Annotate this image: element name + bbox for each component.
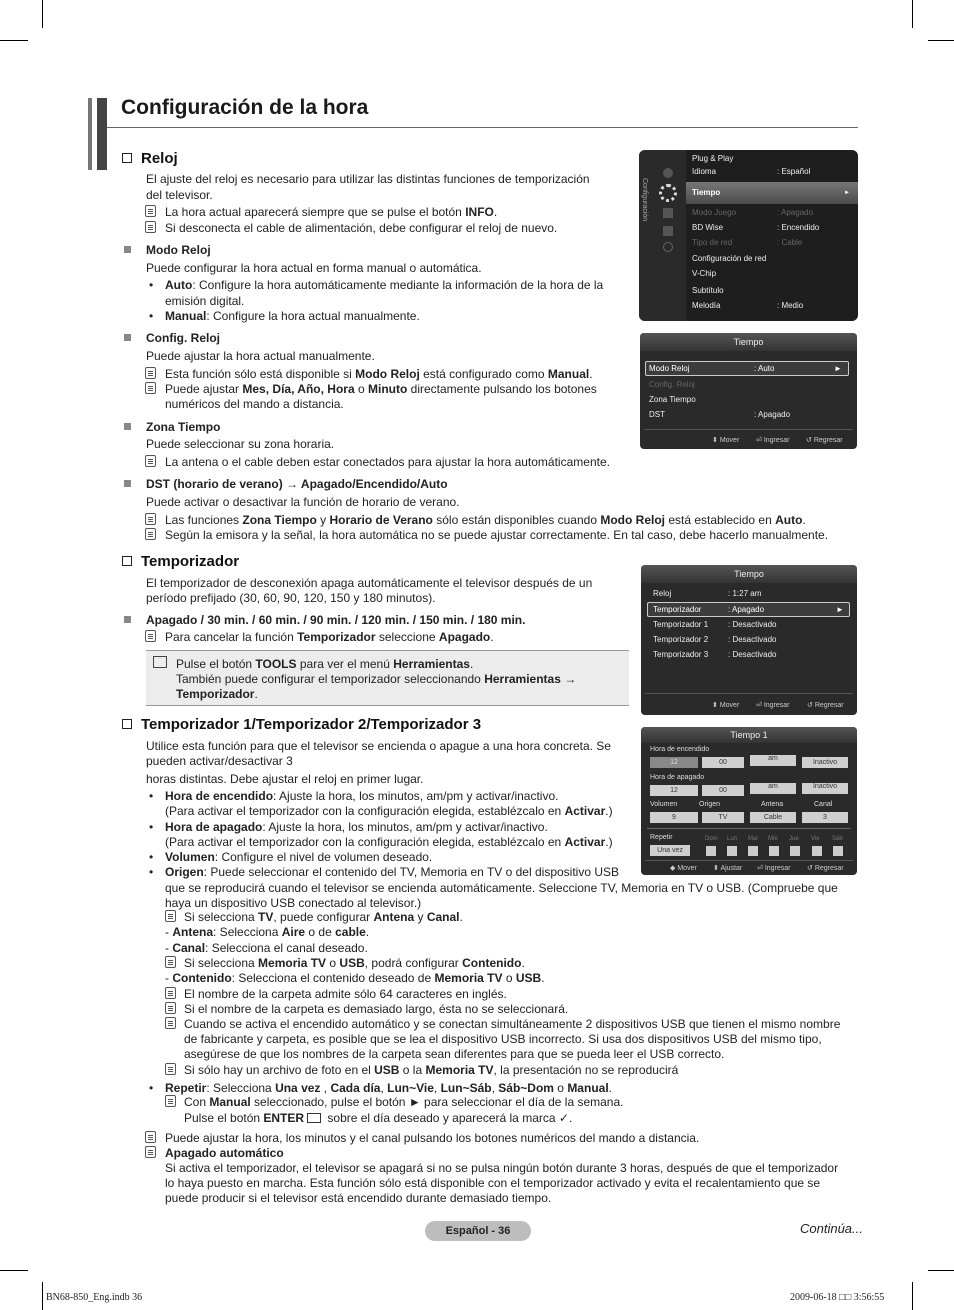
note-icon: [145, 205, 156, 217]
crop-mark: [0, 1270, 28, 1271]
label-repetir: Repetir: [650, 834, 673, 841]
print-info-right: 2009-06-18 □□ 3:56:55: [790, 1292, 885, 1303]
section-heading-reloj: Reloj: [122, 150, 178, 168]
bullet-icon: •: [149, 820, 154, 834]
menu-item-subtitulo[interactable]: Subtítulo: [692, 286, 724, 295]
note-icon: [165, 1095, 176, 1107]
enter-hint: ⏎ Ingresar: [756, 437, 790, 444]
menu-item-v-chip[interactable]: V-Chip: [692, 269, 717, 278]
move-hint: ⬍ Mover: [712, 437, 740, 444]
note-text: Puede ajustar Mes, Día, Año, Hora o Minuto directamente pulsando los botones: [165, 382, 597, 396]
off-minute-field[interactable]: 00: [702, 785, 744, 796]
note-icon: [145, 382, 156, 394]
page-number-badge: Español - 36: [425, 1221, 531, 1241]
tools-text: Temporizador.: [176, 687, 258, 701]
checkbox-bullet-icon: [122, 719, 132, 729]
bullet-icon: •: [149, 309, 154, 323]
note-text-cont: Pulse el botón ENTER sobre el día deseado y aparecerá la marca ✓.: [184, 1111, 573, 1125]
note-icon: [145, 1146, 156, 1158]
menu-item-idioma[interactable]: Idioma: [692, 167, 717, 176]
tools-text: También puede configurar el temporizador seleccionando Herramientas →: [176, 672, 577, 686]
day-checkbox[interactable]: [748, 846, 758, 856]
note-heading: Apagado automático: [165, 1146, 284, 1160]
checkmark-icon: ✓: [558, 1111, 569, 1125]
enter-icon: ⏎: [756, 702, 762, 709]
note-text: Según la emisora y la señal, la hora automática no se puede ajustar correctamente. En tal caso, debe hacerlo manualmente.: [165, 528, 829, 542]
tv-menu-tiempo-temporizador: [641, 565, 857, 715]
note-text: El nombre de la carpeta admite sólo 64 caracteres en inglés.: [184, 987, 507, 1001]
note-text-cont: de fabricante y carpeta, es posible que se lea el dispositivo USB incorrecto. Si usa dos dispositivos USB del mismo tipo,: [184, 1032, 822, 1046]
footer-divider: [645, 860, 853, 861]
page-title: Configuración de la hora: [121, 96, 369, 119]
menu-support-icon: [663, 242, 673, 252]
day-label: Mar: [748, 836, 759, 842]
tv-menu-tiempo-1: [641, 727, 857, 875]
enter-icon: [307, 1113, 321, 1123]
subheading-dst: DST (horario de verano) → Apagado/Encendido/Auto: [146, 477, 448, 491]
print-info-left: BN68-850_Eng.indb 36: [46, 1292, 143, 1303]
menu-item-plug-play[interactable]: Plug & Play: [692, 154, 734, 163]
menu-value: : Auto: [754, 364, 775, 373]
note-text: Si selecciona TV, puede configurar Antena y Canal.: [184, 910, 463, 924]
section-heading-temporizador: Temporizador: [122, 553, 239, 571]
menu-item-modo-juego[interactable]: Modo Juego: [692, 208, 737, 217]
chevron-right-icon: ►: [844, 190, 850, 196]
menu-value: : 1:27 am: [728, 589, 762, 598]
note-text-cont: Si activa el temporizador, el televisor se apagará si no se pulsa ningún botón durante 3 horas, después de que el temporizador: [165, 1161, 839, 1175]
note-text: Puede ajustar la hora, los minutos y el canal pulsando los botones numéricos del mando a distancia.: [165, 1131, 700, 1145]
side-label: Configuración: [641, 178, 648, 222]
menu-item-reloj[interactable]: Reloj: [653, 589, 672, 598]
enter-hint: ⏎ Ingresar: [756, 702, 790, 709]
menu-input-icon: [663, 208, 673, 218]
menu-value: : Apagado: [754, 410, 791, 419]
note-text: Para cancelar la función Temporizador seleccione Apagado.: [165, 630, 494, 644]
crop-mark: [928, 1270, 954, 1271]
label-origen: Origen: [699, 801, 721, 808]
menu-value: : Encendido: [777, 223, 820, 232]
day-checkbox[interactable]: [706, 846, 716, 856]
list-item: Volumen: Configure el nivel de volumen deseado.: [165, 850, 433, 864]
day-checkbox[interactable]: [790, 846, 800, 856]
tv-menu-tiempo: [640, 333, 857, 449]
menu-value: : Desactivado: [728, 635, 777, 644]
return-hint: ↺ Regresar: [807, 865, 844, 872]
menu-value: : Español: [777, 167, 811, 176]
updown-icon: ⬍: [712, 437, 718, 444]
subheading-options: Apagado / 30 min. / 60 min. / 90 min. / 120 min. / 150 min. / 180 min.: [146, 613, 526, 627]
label-canal: Canal: [814, 801, 833, 808]
return-icon: ↺: [807, 865, 813, 872]
return-hint: ↺ Regresar: [807, 702, 844, 709]
note-text-cont: numéricos del mando a distancia.: [165, 397, 344, 411]
menu-value: : Medio: [777, 301, 804, 310]
list-item: Auto: Configure la hora automáticamente mediante la información de la hora de la: [165, 278, 604, 292]
note-icon: [165, 910, 176, 922]
subheading-zona-tiempo: Zona Tiempo: [146, 420, 221, 434]
menu-value: : Cable: [777, 238, 803, 247]
panel-title: Tiempo: [641, 565, 857, 583]
crop-mark: [928, 40, 954, 41]
title-accent-bar: [88, 98, 92, 170]
square-bullet-icon: [124, 423, 131, 430]
move-hint: ⬍ Mover: [712, 702, 740, 709]
arrow-right-icon: ►: [836, 605, 844, 614]
note-icon: [145, 630, 156, 642]
source-field[interactable]: TV: [702, 812, 744, 823]
menu-item-modo-reloj[interactable]: Modo Reloj: [649, 364, 690, 373]
section-heading-temporizador-123: Temporizador 1/Temporizador 2/Temporizador 3: [122, 716, 481, 734]
note-icon: [165, 956, 176, 968]
return-icon: ↺: [806, 437, 812, 444]
label-antena: Antena: [761, 801, 784, 808]
note-icon: [165, 1002, 176, 1014]
panel-title: Tiempo: [640, 333, 857, 351]
continue-text: Continúa...: [800, 1221, 863, 1236]
paragraph: Utilice esta función para que el televisor se encienda o apague a una hora concreta. Se: [146, 739, 611, 753]
paragraph: pueden activar/desactivar 3: [146, 754, 293, 768]
on-status-field[interactable]: Inactivo: [802, 757, 848, 768]
on-hour-field[interactable]: 12: [650, 757, 698, 768]
return-hint: ↺ Regresar: [806, 437, 843, 444]
note-icon: [165, 987, 176, 999]
crop-mark: [42, 0, 43, 28]
list-item-cont: (Para activar el temporizador con la configuración elegida, establézcalo en Activar.): [165, 804, 613, 818]
note-text: Si desconecta el cable de alimentación, debe configurar el reloj de nuevo.: [165, 221, 558, 235]
note-text: La hora actual aparecerá siempre que se pulse el botón INFO.: [165, 205, 498, 219]
arrow-right-icon: ►: [834, 364, 842, 373]
paragraph: horas distintas. Debe ajustar el reloj en primer lugar.: [146, 772, 424, 786]
menu-item-tiempo[interactable]: Tiempo: [692, 188, 721, 197]
note-text: Con Manual seleccionado, pulse el botón ► para seleccionar el día de la semana.: [184, 1095, 624, 1109]
updown-icon: ⬍: [713, 865, 719, 872]
paragraph: del televisor.: [146, 188, 213, 202]
tools-text: Pulse el botón TOOLS para ver el menú Herramientas.: [176, 657, 474, 671]
panel-title: Tiempo 1: [641, 727, 857, 743]
menu-item-dst[interactable]: DST: [649, 410, 665, 419]
paragraph: Puede seleccionar su zona horaria.: [146, 437, 335, 451]
antenna-field[interactable]: Cable: [750, 812, 796, 823]
day-label: Jue: [789, 836, 799, 842]
menu-value: : Apagado: [777, 208, 814, 217]
tools-icon: [153, 656, 167, 668]
menu-item-temporizador[interactable]: Temporizador: [653, 605, 702, 614]
note-icon: [145, 513, 156, 525]
bullet-icon: •: [149, 865, 154, 879]
day-label: Lun: [727, 836, 738, 842]
paragraph: Puede configurar la hora actual en forma manual o automática.: [146, 261, 482, 275]
return-icon: ↺: [807, 702, 813, 709]
label-hora-apagado: Hora de apagado: [650, 774, 705, 781]
square-bullet-icon: [124, 480, 131, 487]
label-volumen: Volumen: [650, 801, 678, 808]
day-checkbox[interactable]: [812, 846, 822, 856]
menu-value: : Desactivado: [728, 620, 777, 629]
footer-divider: [645, 693, 853, 694]
enter-hint: ⏎ Ingresar: [757, 865, 791, 872]
off-status-field[interactable]: Inactivo: [802, 783, 848, 794]
menu-item-temporizador-3[interactable]: Temporizador 3: [653, 650, 709, 659]
repeat-field[interactable]: Una vez: [650, 845, 690, 856]
bullet-icon: •: [149, 1081, 154, 1095]
adjust-hint: ⬍ Ajustar: [713, 865, 743, 872]
day-checkbox[interactable]: [727, 846, 737, 856]
day-label: Dom: [705, 836, 718, 842]
day-label: Mie: [768, 836, 778, 842]
enter-icon: ⏎: [757, 865, 763, 872]
bullet-icon: •: [149, 278, 154, 292]
note-icon: [145, 1131, 156, 1143]
day-checkbox[interactable]: [769, 846, 779, 856]
paragraph: El ajuste del reloj es necesario para utilizar las distintas funciones de temporización: [146, 172, 590, 186]
crop-mark: [0, 40, 28, 41]
list-item: Manual: Configure la hora actual manualmente.: [165, 309, 420, 323]
menu-item-config-red[interactable]: Configuración de red: [692, 254, 767, 263]
menu-item-temporizador-2[interactable]: Temporizador 2: [653, 635, 709, 644]
note-icon: [145, 528, 156, 540]
note-text-cont: asegúrese de que los nombres de la carpeta sean diferentes para que se pueda leer el USB correcto.: [184, 1047, 725, 1061]
sub-item: - Canal: Selecciona el canal deseado.: [165, 941, 368, 955]
footer-divider: [644, 429, 853, 430]
menu-item-tipo-red[interactable]: Tipo de red: [692, 238, 733, 247]
off-ampm-field[interactable]: am: [750, 783, 796, 794]
note-text: Si sólo hay un archivo de foto en el USB o la Memoria TV, la presentación no se reproducirá: [184, 1063, 679, 1077]
paragraph: Puede ajustar la hora actual manualmente.: [146, 349, 375, 363]
list-item-cont: haya un dispositivo USB conectado al televisor.): [165, 896, 422, 910]
menu-value: : Desactivado: [728, 650, 777, 659]
list-item-cont: (Para activar el temporizador con la configuración elegida, establézcalo en Activar.): [165, 835, 613, 849]
updown-icon: ⬍: [712, 702, 718, 709]
label-hora-encendido: Hora de encendido: [650, 746, 710, 753]
note-icon: [145, 221, 156, 233]
note-text: La antena o el cable deben estar conectados para ajustar la hora automáticamente.: [165, 455, 610, 469]
bullet-icon: •: [149, 789, 154, 803]
off-hour-field[interactable]: 12: [650, 785, 698, 796]
tv-menu-configuracion: [639, 150, 858, 321]
list-item-cont: emisión digital.: [165, 294, 245, 308]
menu-item-melodia[interactable]: Melodía: [692, 301, 721, 310]
sub-item: - Antena: Selecciona Aire o de cable.: [165, 925, 370, 939]
checkbox-bullet-icon: [122, 556, 132, 566]
note-text: Las funciones Zona Tiempo y Horario de Verano sólo están disponibles cuando Modo Reloj está establecido en Auto.: [165, 513, 806, 527]
list-item: Repetir: Selecciona Una vez , Cada día, Lun~Vie, Lun~Sáb, Sáb~Dom o Manual.: [165, 1081, 612, 1095]
square-bullet-icon: [124, 616, 131, 623]
note-text: Cuando se activa el encendido automático y se conectan simultáneamente 2 dispositivos USB que tienen el mismo nombre: [184, 1017, 841, 1031]
on-minute-field[interactable]: 00: [702, 757, 744, 768]
note-text-cont: lo haya puesto en marcha. Esta función sólo está disponible con el temporizador activado y evita el recalentamiento que se: [165, 1176, 821, 1190]
crop-mark: [42, 1282, 43, 1310]
menu-item-config-reloj[interactable]: Config. Reloj: [649, 380, 695, 389]
arrows-icon: ◆: [670, 865, 676, 872]
subheading-config-reloj: Config. Reloj: [146, 331, 220, 345]
paragraph: El temporizador de desconexión apaga automáticamente el televisor después de un: [146, 576, 593, 590]
subheading-modo-reloj: Modo Reloj: [146, 243, 211, 257]
day-label: Sáb: [832, 836, 843, 842]
menu-picture-icon: [663, 168, 673, 178]
menu-item-bd-wise[interactable]: BD Wise: [692, 223, 724, 232]
square-bullet-icon: [124, 334, 131, 341]
on-ampm-field[interactable]: am: [750, 755, 796, 766]
note-icon: [165, 1063, 176, 1075]
list-item: Origen: Puede seleccionar el contenido del TV, Memoria en TV o del dispositivo USB: [165, 865, 620, 879]
bullet-icon: •: [149, 850, 154, 864]
day-checkbox[interactable]: [833, 846, 843, 856]
note-text-cont: puede producir si el televisor está encendido durante demasiado tiempo.: [165, 1191, 552, 1205]
enter-icon: ⏎: [756, 437, 762, 444]
note-icon: [165, 1017, 176, 1029]
note-icon: [145, 455, 156, 467]
list-item: Hora de encendido: Ajuste la hora, los minutos, am/pm y activar/inactivo.: [165, 789, 559, 803]
note-icon: [145, 367, 156, 379]
menu-value: : Apagado: [728, 605, 765, 614]
crop-mark: [912, 0, 913, 28]
list-item-cont: que se reproducirá cuando el televisor se encienda automáticamente. Seleccione TV, Memoria en TV o USB. (Compruebe que: [165, 881, 838, 895]
volume-field[interactable]: 9: [650, 812, 698, 823]
sub-item: - Contenido: Selecciona el contenido deseado de Memoria TV o USB.: [165, 971, 545, 985]
paragraph: Puede activar o desactivar la función de horario de verano.: [146, 495, 460, 509]
checkbox-bullet-icon: [122, 153, 132, 163]
menu-item-zona-tiempo[interactable]: Zona Tiempo: [649, 395, 696, 404]
move-hint: ◆ Mover: [670, 865, 697, 872]
paragraph: período prefijado (30, 60, 90, 120, 150 y 180 minutos).: [146, 591, 436, 605]
gear-icon: [659, 184, 677, 202]
title-accent-bar: [97, 98, 107, 170]
note-text: Esta función sólo está disponible si Modo Reloj está configurado como Manual.: [165, 367, 593, 381]
note-text: Si el nombre de la carpeta es demasiado largo, ésta no se seleccionará.: [184, 1002, 569, 1016]
title-divider: [107, 127, 858, 128]
day-label: Vie: [811, 836, 820, 842]
menu-item-temporizador-1[interactable]: Temporizador 1: [653, 620, 709, 629]
crop-mark: [912, 1282, 913, 1310]
list-item: Hora de apagado: Ajuste la hora, los minutos, am/pm y activar/inactivo.: [165, 820, 548, 834]
divider: [647, 828, 851, 829]
square-bullet-icon: [124, 246, 131, 253]
note-text: Si selecciona Memoria TV o USB, podrá configurar Contenido.: [184, 956, 525, 970]
menu-app-icon: [663, 226, 673, 236]
channel-field[interactable]: 3: [802, 812, 848, 823]
